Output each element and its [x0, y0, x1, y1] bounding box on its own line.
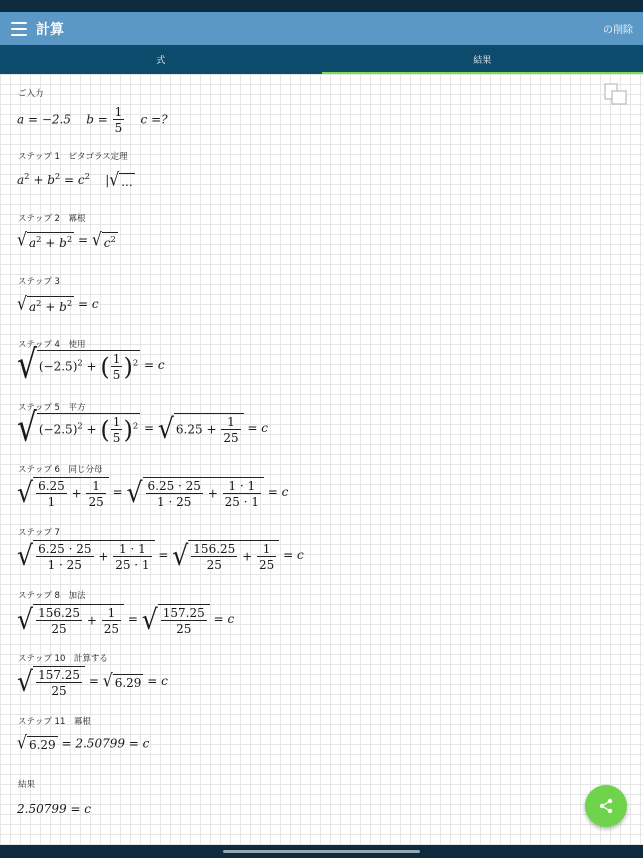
step-5-formula: √ $(-2.5)^2$ + ( $\frac{1}{5}$ )$^2$ = √ 6.25 + $\frac{1}{25}$ = c	[17, 405, 269, 451]
result-value	[17, 803, 91, 815]
result-panel	[0, 74, 643, 845]
result-label: 結果	[18, 780, 36, 790]
step-7-formula: √ $\frac{6.25 \cdot 25}{1 \cdot 25}$ + $\frac{1 \cdot 1}{25 \cdot 1}$ = √ $\frac{156.25}{25}$ + $\frac{1}{25}$ = c	[17, 539, 304, 572]
step-10-formula: √ $\frac{157.25}{25}$ = √ 6.29 = c	[17, 665, 168, 698]
step-label: ステップ 5 平方	[18, 403, 86, 413]
step-label: ステップ 11 冪根	[18, 717, 91, 727]
step-3-formula: √ $a^2 + b^2 = c$	[17, 293, 99, 314]
delete-button[interactable]: の削除	[603, 25, 633, 36]
step-2-formula: √ $a^2 + b^2$ = √ $c^2$	[17, 229, 116, 250]
menu-icon[interactable]	[11, 22, 27, 36]
input-values	[17, 106, 168, 134]
app-bar	[0, 12, 643, 45]
share-button[interactable]	[585, 785, 627, 827]
tab-bar	[0, 45, 643, 74]
step-label: ステップ 4 使用	[18, 340, 86, 350]
copy-icon[interactable]	[603, 82, 629, 106]
step-8-formula: √ $\frac{156.25}{25}$ + $\frac{1}{25}$ = √ $\frac{157.25}{25}$ = c	[17, 603, 235, 636]
step-1-formula: $a^2 + b^2 = c^2$ |√ ...	[17, 169, 133, 190]
input-label: ご入力	[18, 89, 44, 99]
step-11-value: = 2.50799 = c	[61, 736, 150, 751]
step-4-formula: √ $(-2.5)^2$ + ( $\frac{1}{5}$ )$^2$ = c	[17, 342, 165, 388]
input-b-prefix: b =	[86, 112, 108, 127]
result-value-text: 2.50799 = c	[17, 802, 92, 816]
step-label: ステップ 3	[18, 277, 60, 287]
page-title: 計算	[36, 21, 64, 38]
step-11-formula: √ 6.29 = 2.50799 = c	[17, 732, 150, 754]
step-label: ステップ 7	[18, 528, 60, 538]
bottom-bar	[0, 845, 643, 858]
home-indicator[interactable]	[223, 850, 420, 853]
input-c: c =?	[140, 112, 168, 127]
input-b-fraction: $\frac{1}{5}$	[114, 105, 123, 135]
tab-result[interactable]: 結果	[322, 45, 643, 74]
step-label: ステップ 6 同じ分母	[18, 465, 103, 475]
status-bar	[0, 0, 643, 12]
step-label: ステップ 10 計算する	[18, 654, 108, 664]
share-icon	[598, 798, 614, 814]
step-label: ステップ 8 加法	[18, 591, 86, 601]
step-label: ステップ 2 冪根	[18, 214, 86, 224]
input-a: a = −2.5	[17, 112, 71, 127]
step-6-formula: √ $\frac{6.25}{1}$ + $\frac{1}{25}$ = √ $\frac{6.25 \cdot 25}{1 \cdot 25}$ + $\frac{1 \cdot 1}{25 \cdot 1}$ = c	[17, 476, 289, 509]
tab-expression[interactable]: 式	[156, 56, 166, 66]
step-label: ステップ 1 ピタゴラス定理	[18, 152, 128, 162]
